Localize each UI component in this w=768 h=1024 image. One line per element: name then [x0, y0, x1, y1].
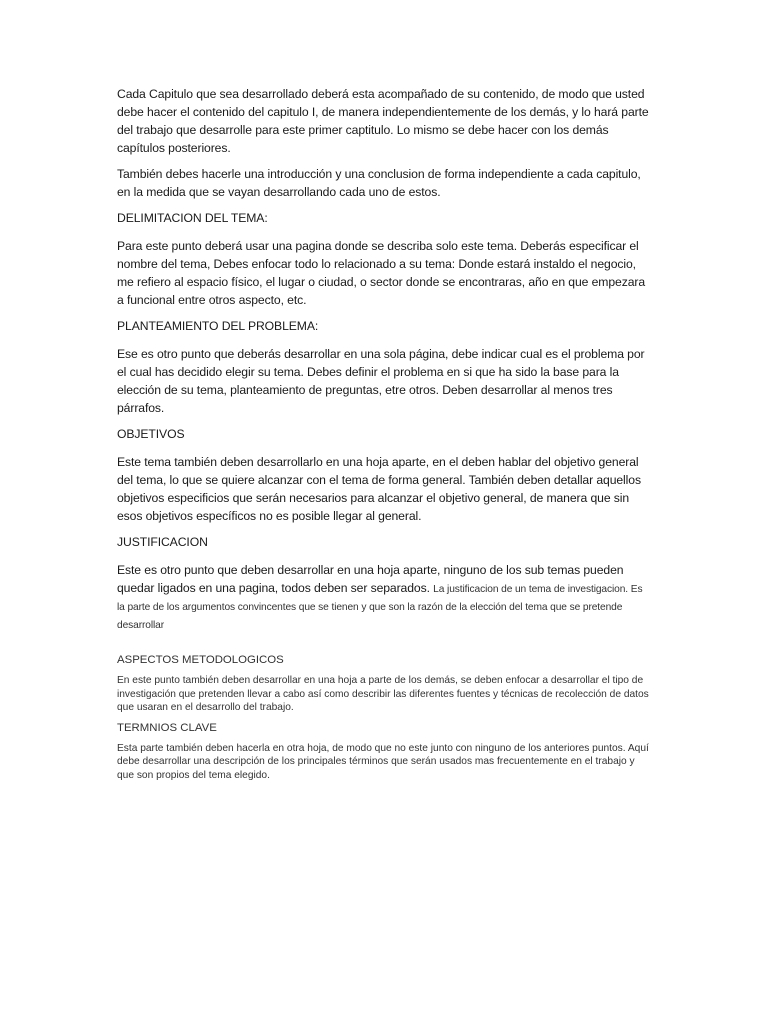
objetivos-paragraph: Este tema también deben desarrollarlo en una hoja aparte, en el deben hablar del objetivo general del tema, lo que se quiere alcanzar con el tema de forma general. También deben detallar aquellos objetivos especificios que serán necesarios para alcanzar el objetivo general, de manera que sin esos objetivos específicos no es posible llegar al general. [117, 455, 641, 523]
aspectos-paragraph: En este punto también deben desarrollar en una hoja a parte de los demás, se deben enfocar a desarrollar el tipo de investigación que pretenden llevar a cabo así como describir las diferentes fuentes y técnicas de recolección de datos que usaran en el desarrollo del trabajo. [117, 675, 649, 713]
intro-paragraph: Cada Capitulo que sea desarrollado deberá esta acompañado de su contenido, de modo que usted debe hacer el contenido del capitulo I, de manera independientemente de los demás, y lo hará parte del trabajo que desarrolle para este primer captitulo. Lo mismo se debe hacer con los demás capítulos posteriores. [117, 87, 649, 155]
section-heading-planteamiento: PLANTEAMIENTO DEL PROBLEMA: [117, 319, 319, 333]
section-heading-justificacion: JUSTIFICACION [117, 535, 208, 549]
document-body [117, 85, 652, 788]
section-heading-objetivos: OBJETIVOS [117, 427, 185, 441]
justificacion-paragraph [117, 561, 652, 633]
delimitacion-paragraph: Para este punto deberá usar una pagina donde se describa solo este tema. Deberás especificar el nombre del tema, Debes enfocar todo lo relacionado a su tema: Donde estará instaldo el negocio, me refiero al espacio físico, el lugar o ciudad, o sector donde se encontraras, año en que empezara a funcional entre otros aspecto, etc. [117, 239, 646, 307]
section-heading-delimitacion: DELIMITACION DEL TEMA: [117, 211, 268, 225]
section-heading-terminos: TERMNIOS CLAVE [117, 721, 217, 734]
justificacion-main-text: Este es otro punto que deben desarrollar en una hoja aparte, ninguno de los sub temas pueden quedar ligados en una pagina, todos deben ser separados. [117, 563, 624, 595]
justificacion-definition-text: La justificacion de un tema de investigacion. Es la parte de los argumentos convincentes que se tienen y que son la razón de la elección del tema que se pretende desarrollar [117, 584, 643, 631]
planteamiento-paragraph: Ese es otro punto que deberás desarrollar en una sola página, debe indicar cual es el problema por el cual has decidido elegir su tema. Debes definir el problema en si que ha sido la base para la elección de su tema, planteamiento de preguntas, etre otros. Deben desarrollar al menos tres párrafos. [117, 347, 645, 415]
section-heading-aspectos: ASPECTOS METODOLOGICOS [117, 654, 284, 666]
introduction-conclusion-paragraph: También debes hacerle una introducción y una conclusion de forma independiente a cada capitulo, en la medida que se vayan desarrollando cada uno de estos. [117, 167, 641, 199]
terminos-paragraph: Esta parte también deben hacerla en otra hoja, de modo que no este junto con ninguno de los anteriores puntos. Aquí debe desarrollar una descripción de los principales términos que serán usados mas frecuentemente en el trabajo y que son propios del tema elegido. [117, 742, 649, 781]
